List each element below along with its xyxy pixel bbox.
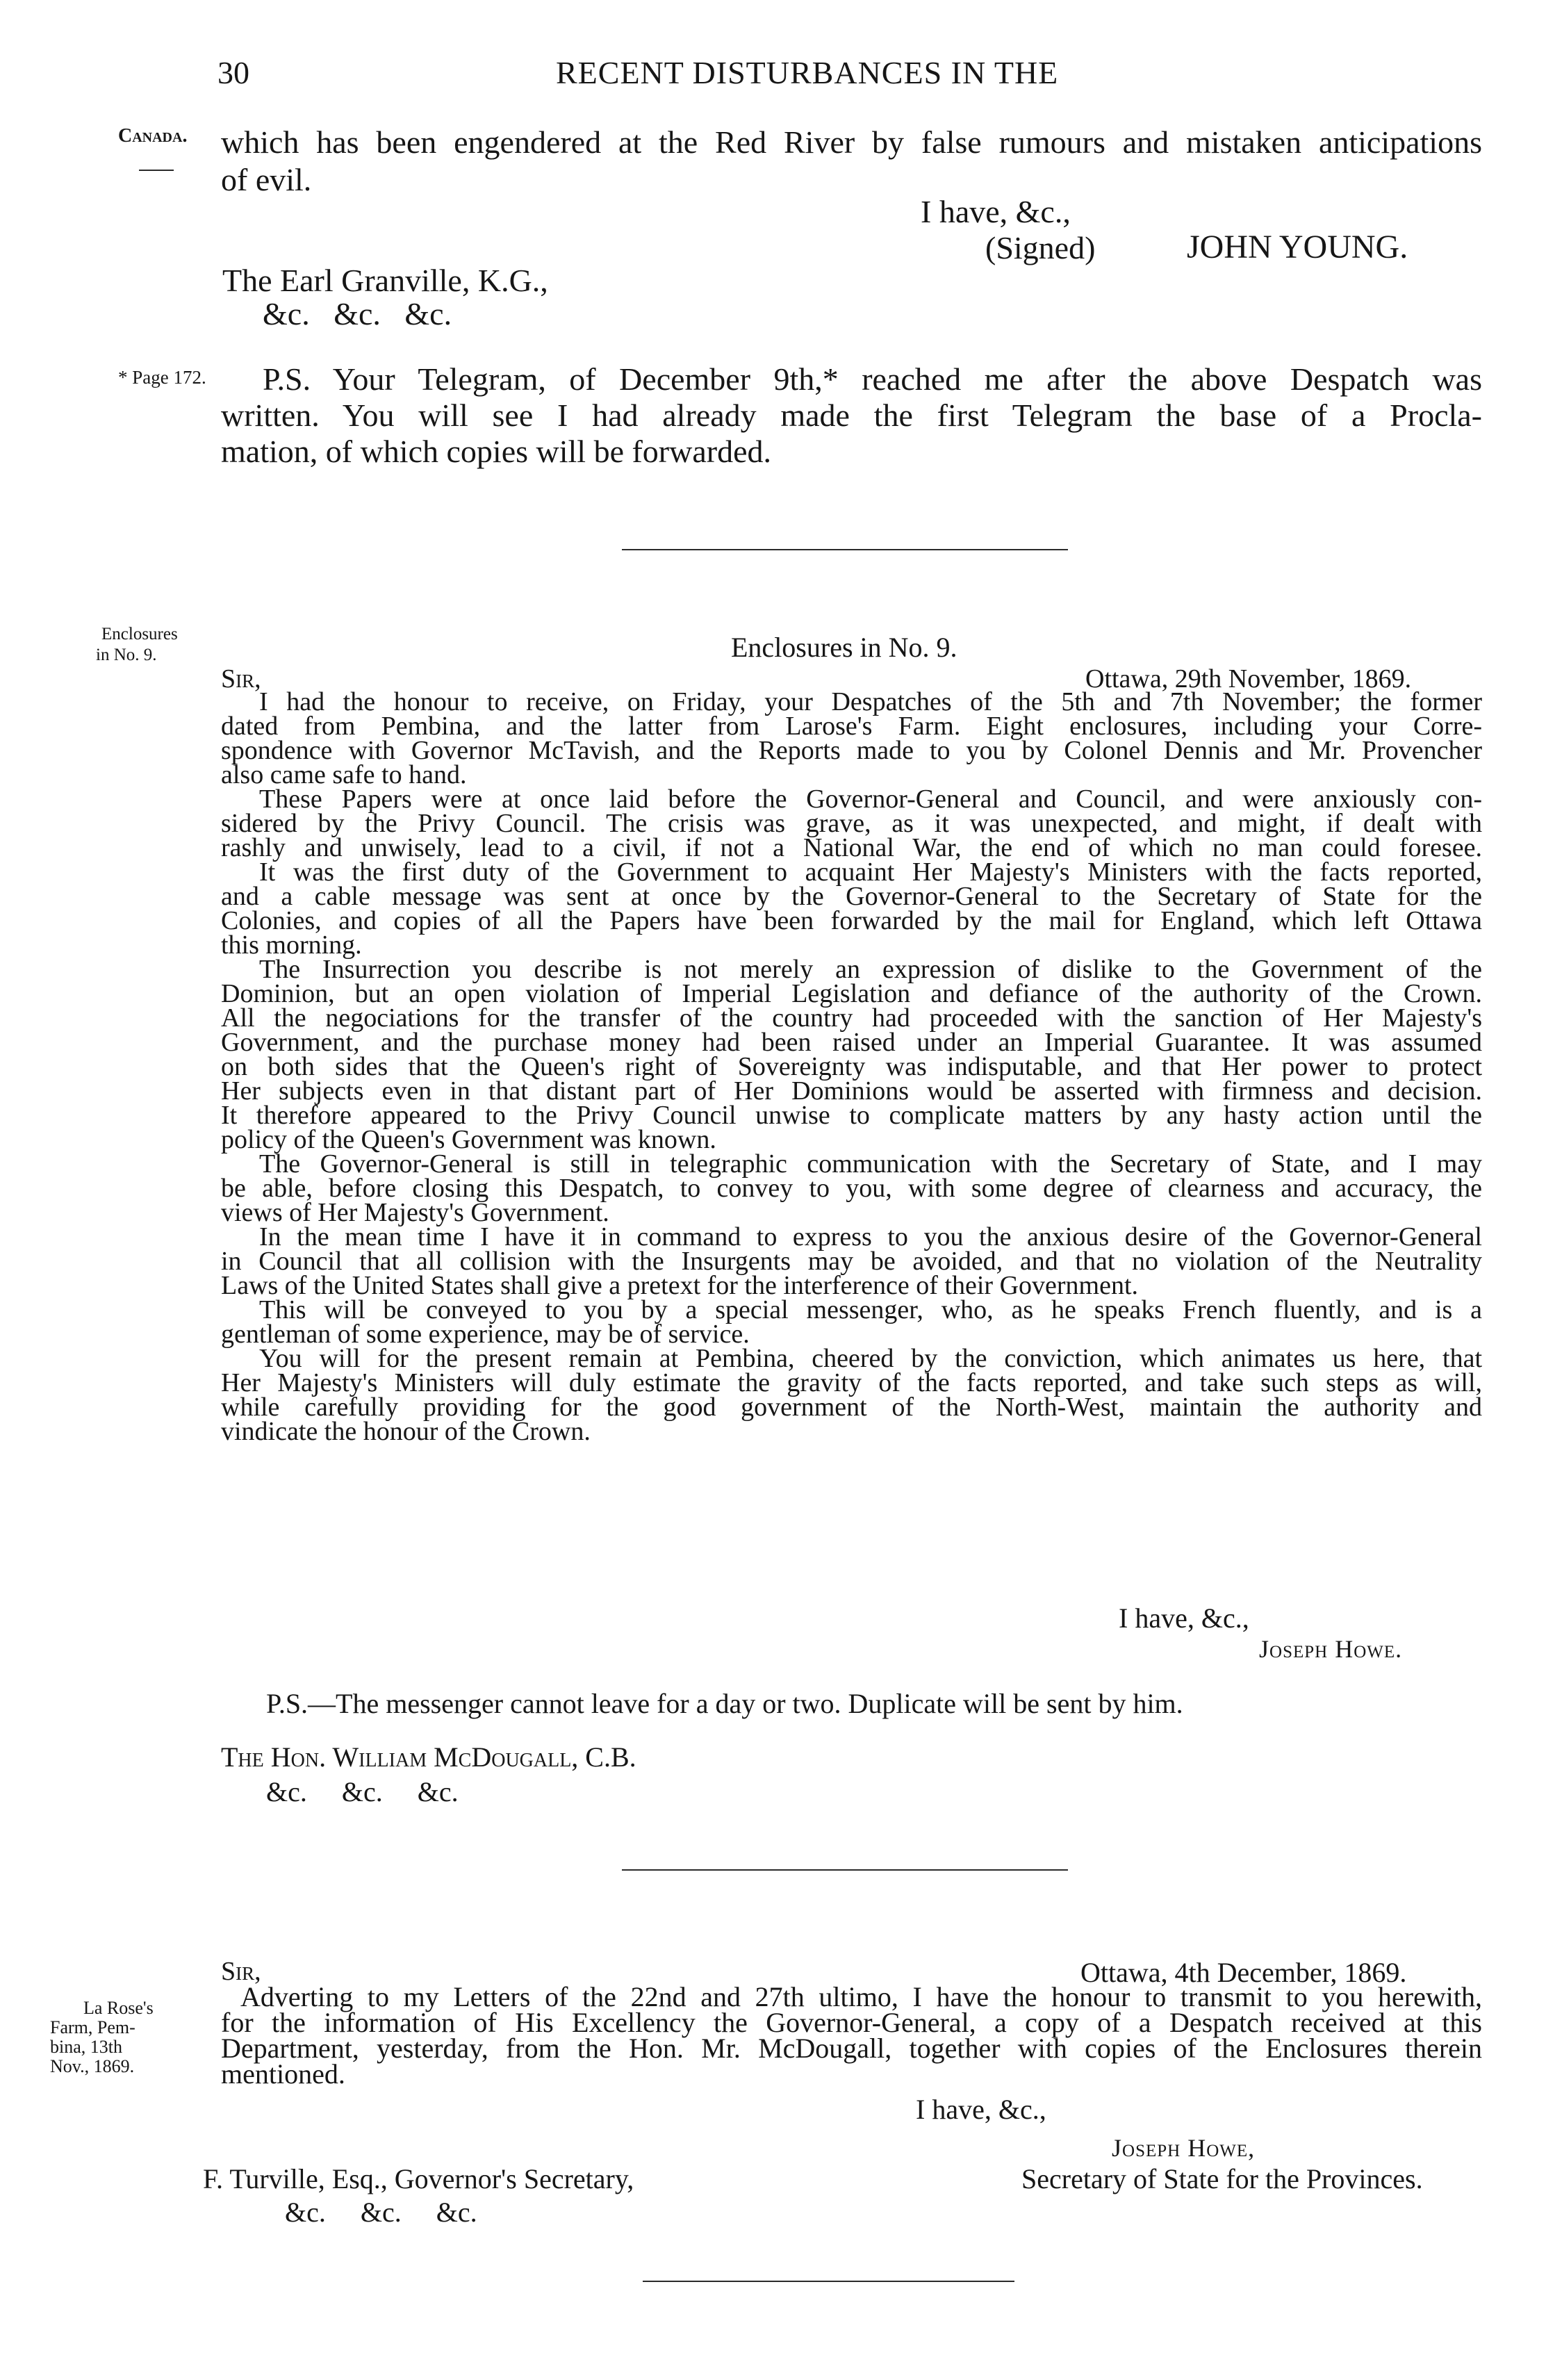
text-line: rashly and unwisely, lead to a civil, if not a National War, the end of which no man could foresee. (221, 833, 1482, 862)
signer: Joseph Howe, (1112, 2134, 1256, 2162)
text-line: These Papers were at once laid before the Governor-General and Council, and were anxiously con- (259, 785, 1482, 814)
running-title: RECENT DISTURBANCES IN THE (556, 55, 1059, 90)
text-line: Adverting to my Letters of the 22nd and 27th ultimo, I have the honour to transmit to you herewith, (240, 1981, 1482, 2012)
section-divider (622, 549, 1068, 550)
text-line: Colonies, and copies of all the Papers have been forwarded by the mail for England, which left Ottawa (221, 906, 1482, 935)
letter-body (221, 687, 1482, 1446)
text-line: vindicate the honour of the Crown. (221, 1417, 591, 1446)
signer: Joseph Howe. (1259, 1635, 1403, 1663)
postscript: P.S.—The messenger cannot leave for a day or two. Duplicate will be sent by him. (266, 1688, 1183, 1719)
place-date: Ottawa, 4th December, 1869. (1080, 1957, 1407, 1988)
paragraph (221, 1295, 1482, 1349)
text-line: I had the honour to receive, on Friday, your Despatches of the 5th and 7th November; the former (259, 687, 1482, 716)
text-line: for the information of His Excellency the Governor-General, a copy of a Despatch received at this (221, 2007, 1482, 2038)
text-line: which has been engendered at the Red River by false rumours and mistaken anticipations (221, 124, 1482, 160)
section-divider (643, 2281, 1014, 2282)
text-line: sidered by the Privy Council. The crisis was grave, as it was unexpected, and might, if dealt with (221, 809, 1482, 838)
margin-note-line: Farm, Pem- (50, 2017, 135, 2037)
closing: I have, &c., (1119, 1602, 1249, 1634)
text-line: Laws of the United States shall give a pretext for the interference of their Government. (221, 1271, 1139, 1300)
paragraph (221, 787, 1482, 860)
paragraph (221, 1344, 1482, 1446)
addressee (221, 1741, 636, 1773)
text-line: Department, yesterday, from the Hon. Mr. McDougall, together with copies of the Enclosures therein (221, 2033, 1482, 2064)
text-line: also came safe to hand. (221, 760, 467, 789)
paragraph (221, 955, 1482, 1154)
paragraph (221, 687, 1482, 789)
signed-label: (Signed) (985, 230, 1096, 265)
text-line: and a cable message was sent at once by the Governor-General to the Secretary of State for the (221, 882, 1482, 911)
text-line: on both sides that the Queen's right of Sovereignty was indisputable, and that Her power to protect (221, 1052, 1482, 1081)
margin-note-larose (50, 1999, 154, 2076)
text-line: All the negociations for the transfer of the country had proceeded with the sanction of Her Majesty's (221, 1003, 1482, 1033)
text-line: written. You will see I had already made the first Telegram the base of a Procla- (221, 397, 1482, 433)
postscript (221, 361, 1482, 470)
margin-rule (139, 170, 174, 171)
despatch-continuation (221, 124, 1482, 199)
salutation: Sir, (221, 664, 261, 694)
text-line: It therefore appeared to the Privy Council unwise to complicate matters by any hasty action until the (221, 1101, 1482, 1130)
enclosures-heading: Enclosures in No. 9. (731, 632, 957, 663)
text-line: The Governor-General is still in telegraphic communication with the Secretary of State, and I may (259, 1149, 1482, 1179)
text-line: It was the first duty of the Government to acquaint Her Majesty's Ministers with the facts reported, (259, 857, 1482, 887)
text-line: dated from Pembina, and the latter from Larose's Farm. Eight enclosures, including your Corre- (221, 712, 1482, 741)
closing: I have, &c., (921, 194, 1071, 229)
text-line: this morning. (221, 930, 362, 960)
margin-note-line: in No. 9. (96, 646, 157, 664)
margin-note-line: bina, 13th (50, 2037, 122, 2057)
addressee-etc: &c. &c. &c. (285, 2197, 477, 2228)
margin-note-page-ref: * Page 172. (118, 367, 206, 388)
section-divider (622, 1869, 1068, 1871)
margin-note-canada: Canada. (118, 125, 188, 147)
addressee-etc: &c. &c. &c. (263, 296, 452, 331)
text-line: in Council that all collision with the Insurgents may be avoided, and that no violation of the Neutrality (221, 1247, 1482, 1276)
text-line: Dominion, but an open violation of Imperial Legislation and defiance of the authority of the Crown. (221, 979, 1482, 1008)
page-number: 30 (217, 55, 249, 90)
paragraph (221, 1149, 1482, 1227)
addressee-etc: &c. &c. &c. (266, 1776, 459, 1807)
text-line: In the mean time I have it in command to express to you the anxious desire of the Governor-General (259, 1222, 1482, 1251)
text-line: views of Her Majesty's Government. (221, 1198, 609, 1227)
addressee: F. Turville, Esq., Governor's Secretary, (203, 2163, 634, 2194)
paragraph (221, 857, 1482, 960)
letter-body (221, 1981, 1482, 2090)
text-line: The Insurrection you describe is not merely an expression of dislike to the Government of the (259, 955, 1482, 984)
text-line: This will be conveyed to you by a special messenger, who, as he speaks French fluently, and is a (259, 1295, 1482, 1324)
text-line: mation, of which copies will be forwarded. (221, 434, 771, 469)
signer: JOHN YOUNG. (1187, 229, 1408, 265)
addressee-text: The Hon. William McDougall, C.B. (221, 1741, 636, 1773)
salutation: Sir, (221, 1957, 261, 1986)
text-line: Government, and the purchase money had been raised under an Imperial Guarantee. It was assumed (221, 1028, 1482, 1057)
margin-note-line: Enclosures (101, 625, 178, 643)
closing: I have, &c., (916, 2094, 1046, 2125)
margin-note-line: La Rose's (83, 1998, 154, 2018)
text-line: P.S. Your Telegram, of December 9th,* reached me after the above Despatch was (263, 361, 1482, 397)
place-date: Ottawa, 29th November, 1869. (1085, 664, 1412, 694)
text-line: policy of the Queen's Government was known. (221, 1125, 716, 1154)
paragraph (221, 1222, 1482, 1300)
text-line: Her subjects even in that distant part of Her Dominions would be asserted with firmness and decision. (221, 1076, 1482, 1106)
text-line: while carefully providing for the good government of the North-West, maintain the authority and (221, 1393, 1482, 1422)
signer-title: Secretary of State for the Provinces. (1021, 2163, 1423, 2194)
text-line: mentioned. (221, 2058, 345, 2090)
text-line: You will for the present remain at Pembina, cheered by the conviction, which animates us here, that (259, 1344, 1482, 1373)
text-line: spondence with Governor McTavish, and the Reports made to you by Colonel Dennis and Mr. Provencher (221, 736, 1482, 765)
text-line: be able, before closing this Despatch, to convey to you, with some degree of clearness and accuracy, the (221, 1174, 1482, 1203)
text-line: of evil. (221, 162, 312, 197)
addressee: The Earl Granville, K.G., (222, 263, 548, 298)
margin-note-line: Nov., 1869. (50, 2056, 135, 2076)
text-line: gentleman of some experience, may be of service. (221, 1320, 750, 1349)
text-line: Her Majesty's Ministers will duly estimate the gravity of the facts reported, and take such steps as will, (221, 1368, 1482, 1397)
margin-note-enclosures (96, 624, 178, 666)
